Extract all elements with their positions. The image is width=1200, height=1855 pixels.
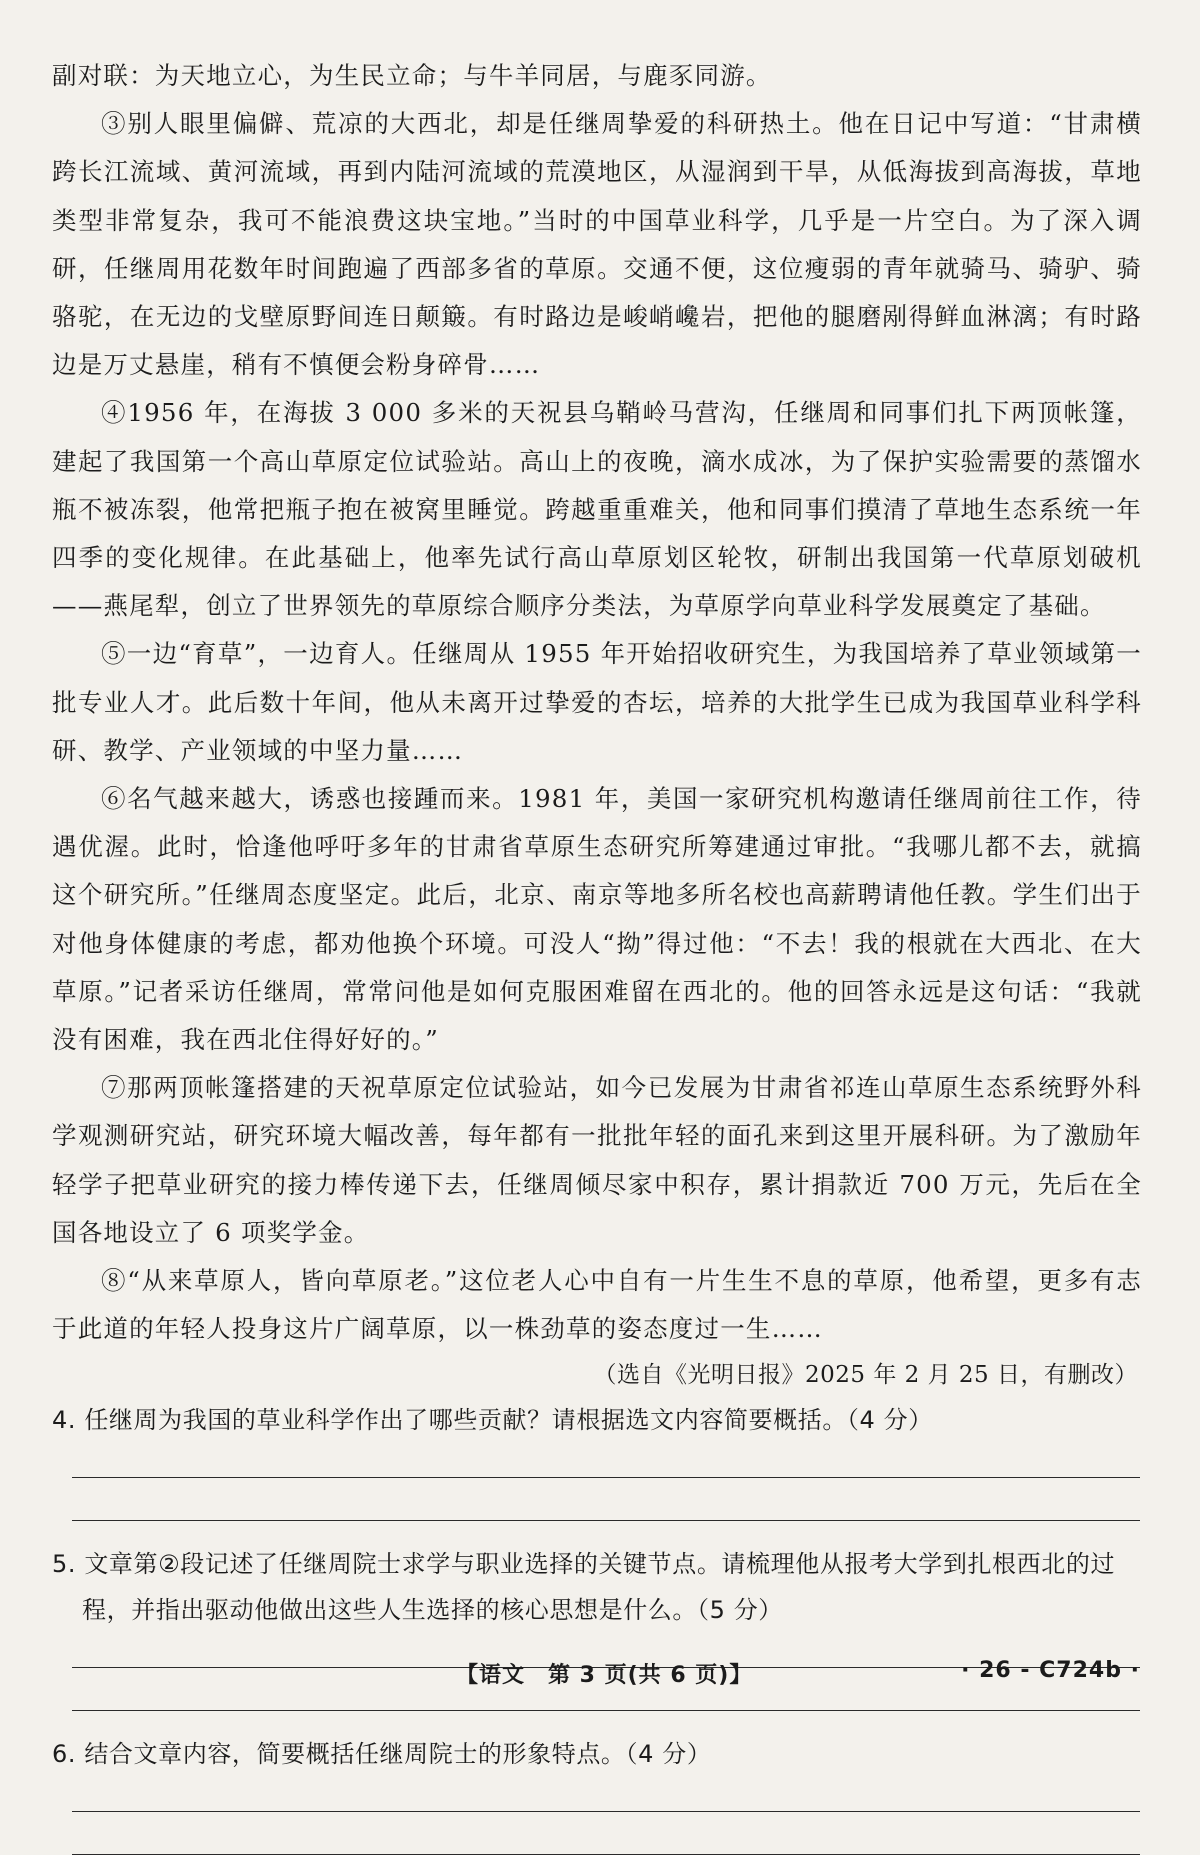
reading-passage <box>52 52 1142 1855</box>
question-4-text: 4. 任继周为我国的草业科学作出了哪些贡献？请根据选文内容简要概括。（4 分） <box>52 1406 933 1435</box>
source-citation: （选自《光明日报》2025 年 2 月 25 日，有删改） <box>593 1362 1138 1389</box>
paragraph-8: ⑧“从来草原人，皆向草原老。”这位老人心中自有一片生生不息的草原，他希望，更多有志于此道的年轻人投身这片广阔草原，以一株劲草的姿态度过一生…… <box>52 1266 1142 1344</box>
question-6 <box>52 1731 1142 1855</box>
paper-code: · 26 - C724b · <box>961 1658 1140 1683</box>
paragraph-couplet: 副对联：为天地立心，为生民立命；与牛羊同居，与鹿豕同游。 <box>52 61 772 90</box>
paragraph-7: ⑦那两顶帐篷搭建的天祝草原定位试验站，如今已发展为甘肃省祁连山草原生态系统野外科学观测研究站，研究环境大幅改善，每年都有一批批年轻的面孔来到这里开展科研。为了激励年轻学子把草业研究的接力棒传递下去，任继周倾尽家中积存，累计捐款近 700 万元，先后在全国各地设立了 6 项奖学金。 <box>52 1073 1142 1247</box>
paragraph-4: ④1956 年，在海拔 3 000 多米的天祝县乌鞘岭马营沟，任继周和同事们扎下两顶帐篷，建起了我国第一个高山草原定位试验站。高山上的夜晚，滴水成冰，为了保护实验需要的蒸馏水瓶不被冻裂，他常把瓶子抱在被窝里睡觉。跨越重重难关，他和同事们摸清了草地生态系统一年四季的变化规律。在此基础上，他率先试行高山草原划区轮牧，研制出我国第一代草原划破机——燕尾犁，创立了世界领先的草原综合顺序分类法，为草原学向草业科学发展奠定了基础。 <box>52 398 1142 621</box>
page-footer <box>0 1650 1200 1690</box>
question-5-text: 5. 文章第②段记述了任继周院士求学与职业选择的关键节点。请梳理他从报考大学到扎根西北的过程，并指出驱动他做出这些人生选择的核心思想是什么。（5 分） <box>52 1550 1116 1625</box>
page-number: 【语文 第 3 页(共 6 页)】 <box>456 1663 753 1688</box>
question-6-text: 6. 结合文章内容，简要概括任继周院士的形象特点。（4 分） <box>52 1740 712 1769</box>
paragraph-5: ⑤一边“育草”，一边育人。任继周从 1955 年开始招收研究生，为我国培养了草业领域第一批专业人才。此后数十年间，他从未离开过挚爱的杏坛，培养的大批学生已成为我国草业科学科研、教学、产业领域的中坚力量…… <box>52 639 1142 765</box>
paragraph-3: ③别人眼里偏僻、荒凉的大西北，却是任继周挚爱的科研热土。他在日记中写道：“甘肃横跨长江流域、黄河流域，再到内陆河流域的荒漠地区，从湿润到干旱，从低海拔到高海拔，草地类型非常复杂，我可不能浪费这块宝地。”当时的中国草业科学，几乎是一片空白。为了深入调研，任继周用花数年时间跑遍了西部多省的草原。交通不便，这位瘦弱的青年就骑马、骑驴、骑骆驼，在无边的戈壁原野间连日颠簸。有时路边是峻峭巉岩，把他的腿磨剐得鲜血淋漓；有时路边是万丈悬崖，稍有不慎便会粉身碎骨…… <box>52 109 1142 380</box>
question-4 <box>52 1397 1142 1521</box>
paragraph-6: ⑥名气越来越大，诱惑也接踵而来。1981 年，美国一家研究机构邀请任继周前往工作，待遇优渥。此时，恰逢他呼吁多年的甘肃省草原生态研究所筹建通过审批。“我哪儿都不去，就搞这个研究所。”任继周态度坚定。此后，北京、南京等地多所名校也高薪聘请他任教。学生们出于对他身体健康的考虑，都劝他换个环境。可没人“拗”得过他：“不去！我的根就在大西北、在大草原。”记者采访任继周，常常问他是如何克服困难留在西北的。他的回答永远是这句话：“我就没有困难，我在西北住得好好的。” <box>52 784 1142 1055</box>
